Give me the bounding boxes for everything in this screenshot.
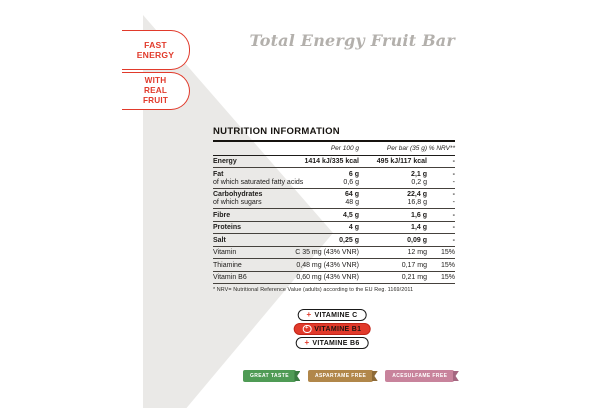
row-per-bar: 0,17 mg: [401, 261, 427, 269]
row-label: Vitamin B6: [213, 274, 247, 281]
row-per-bar: 1,4 g: [411, 224, 427, 231]
row-per-bar: 16,8 g: [407, 199, 427, 206]
row-per-100g: 48 g: [345, 199, 359, 206]
row-nrv: 15%: [440, 274, 455, 281]
ribbon-tail-icon: [453, 371, 459, 381]
table-row: [213, 247, 455, 260]
row-nrv: 15%: [440, 249, 455, 256]
row-label: of which saturated fatty acids: [213, 178, 304, 186]
product-title: Total Energy Fruit Bar: [249, 31, 455, 50]
row-label: of which sugars: [213, 199, 262, 206]
row-nrv: -: [452, 199, 455, 206]
row-per-100g: C 35 mg (43% VNR): [295, 249, 359, 256]
row-per-bar: 495 kJ/117 kcal: [376, 158, 427, 165]
row-label: Proteins: [213, 224, 242, 231]
table-row: [213, 189, 455, 199]
row-nrv: -: [452, 236, 455, 244]
ribbon-tail-icon: [294, 371, 300, 381]
table-row: [213, 168, 455, 178]
vitamin-badge: [294, 323, 371, 335]
badge-line: REAL: [143, 86, 168, 96]
row-label: Carbohydrates: [213, 191, 263, 198]
row-per-bar: 2,1 g: [411, 170, 427, 178]
table-row: [213, 198, 455, 209]
nutrition-heading: NUTRITION INFORMATION: [213, 126, 455, 142]
row-per-bar: 22,4 g: [407, 191, 427, 198]
plus-icon: +: [304, 338, 310, 347]
ribbon-tail-icon: [372, 371, 378, 381]
vitamin-badge-label: VITAMINE B1: [314, 325, 362, 333]
row-per-100g: 4,5 g: [343, 211, 359, 219]
table-row: [213, 259, 455, 272]
row-per-100g: 0,25 g: [339, 236, 359, 244]
col-nrv: % NRV**: [428, 145, 455, 152]
nutrition-table: [213, 126, 455, 293]
vitamin-badge-list: [294, 309, 371, 349]
badge-line: FRUIT: [142, 95, 169, 105]
badge-fast-energy: [122, 30, 190, 70]
row-per-100g: 1414 kJ/335 kcal: [304, 158, 359, 165]
col-per-bar: Per bar (35 g): [386, 145, 427, 152]
claim-ribbon-list: [243, 370, 458, 382]
claim-ribbon: [243, 370, 296, 382]
row-per-bar: 12 mg: [407, 249, 427, 256]
row-nrv: -: [452, 224, 455, 231]
row-per-100g: 0,48 mg (43% VNR): [296, 261, 359, 269]
vitamin-badge-label: VITAMINE B6: [312, 339, 360, 347]
badge-with-real-fruit: [122, 72, 190, 110]
claim-ribbon: [308, 370, 373, 382]
vitamin-badge-label: VITAMINE C: [314, 311, 358, 319]
row-label: Vitamin: [213, 249, 237, 256]
row-per-bar: 0,2 g: [411, 178, 427, 186]
table-row: [213, 272, 455, 285]
plus-icon: +: [303, 325, 312, 334]
table-row: [213, 209, 455, 222]
col-per-100g: Per 100 g: [330, 145, 359, 152]
row-nrv: -: [452, 211, 455, 219]
table-row: [213, 156, 455, 169]
row-label: Salt: [213, 236, 226, 244]
row-per-bar: 1,6 g: [411, 211, 427, 219]
table-row: [213, 178, 455, 189]
vitamin-badge: [298, 309, 367, 321]
badge-line: ENERGY: [136, 50, 175, 60]
row-label: Fat: [213, 170, 224, 178]
claim-ribbon-label: ACESULFAME FREE: [392, 373, 448, 379]
row-label: Thiamine: [213, 261, 242, 269]
row-per-bar: 0,09 g: [407, 236, 427, 244]
nutrition-rows: [213, 156, 455, 285]
vitamin-badge: [295, 337, 368, 349]
row-nrv: -: [452, 158, 455, 165]
claim-ribbon-label: ASPARTAME FREE: [314, 373, 367, 379]
badge-line: FAST: [144, 39, 167, 50]
table-row: [213, 234, 455, 247]
nrv-footnote: * NRV= Nutritional Reference Value (adults) according to the EU Reg. 1169/2011: [213, 287, 414, 293]
badge-line: WITH: [144, 76, 167, 86]
row-per-bar: 0,21 mg: [401, 274, 427, 281]
row-per-100g: 6 g: [348, 170, 359, 178]
claim-ribbon-label: GREAT TASTE: [250, 373, 289, 379]
row-nrv: -: [452, 170, 455, 178]
row-per-100g: 0,6 g: [343, 178, 359, 186]
nutrition-header-row: [213, 142, 455, 156]
row-nrv: -: [452, 178, 455, 186]
table-row: [213, 222, 455, 235]
plus-icon: +: [306, 310, 312, 319]
row-nrv: -: [452, 191, 455, 198]
row-label: Energy: [213, 158, 237, 165]
row-per-100g: 64 g: [344, 191, 359, 198]
row-per-100g: 4 g: [348, 224, 359, 231]
row-per-100g: 0,60 mg (43% VNR): [296, 274, 359, 281]
row-label: Fibre: [213, 211, 231, 219]
row-nrv: 15%: [440, 261, 455, 269]
claim-ribbon: [385, 370, 454, 382]
